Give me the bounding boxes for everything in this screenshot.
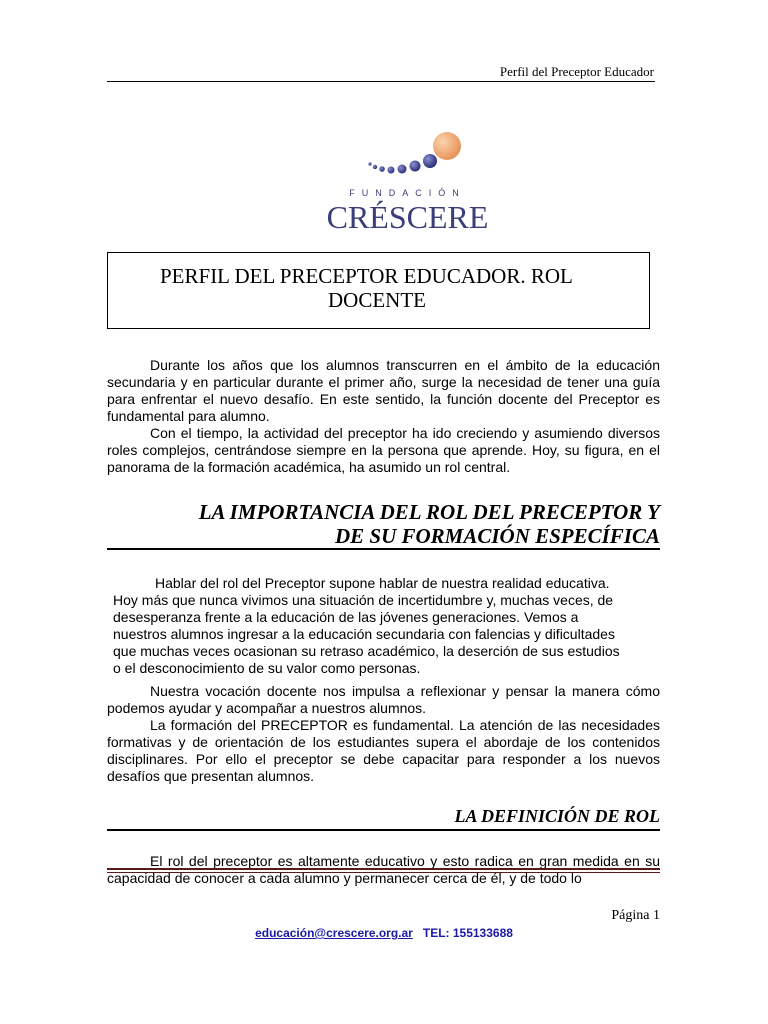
page-title-line1: PERFIL DEL PRECEPTOR EDUCADOR. ROL	[160, 264, 573, 288]
logo-name-text: CRÉSCERE	[326, 199, 489, 235]
page-title-line2: DOCENTE	[328, 288, 426, 312]
logo-dots-icon	[315, 128, 500, 188]
page-number: Página 1	[611, 908, 660, 923]
text-line: Hoy más que nunca vivimos una situación de incertidumbre y, muchas veces, de	[113, 592, 614, 608]
footer-rule	[107, 868, 660, 870]
text-line: desesperanza frente a la educación de las jóvenes generaciones. Vemos a	[113, 609, 579, 625]
section1-intro-lines	[113, 575, 661, 677]
section-rule	[107, 829, 660, 831]
email-link[interactable]: educación@crescere.org.ar	[255, 926, 413, 940]
text-line: o el desconocimiento de su valor como personas.	[113, 660, 421, 676]
text-line: que muchas veces ocasionan su retraso académico, la deserción de sus estudios	[113, 643, 620, 659]
section-heading-definicion: LA DEFINICIÓN DE ROL	[454, 806, 660, 826]
section-rule	[107, 548, 660, 550]
logo-foundation-text: FUNDACIÓN	[349, 188, 466, 198]
text-line: Hablar del rol del Preceptor supone hablar de nuestra realidad educativa.	[155, 575, 610, 591]
footer-contact	[0, 926, 768, 940]
section-heading-importancia: LA IMPORTANCIA DEL ROL DEL PRECEPTOR Y DE SU FORMACIÓN ESPECÍFICA	[198, 500, 660, 548]
crescere-logo	[315, 128, 500, 233]
running-header: Perfil del Preceptor Educador	[499, 64, 654, 79]
section1-text	[107, 683, 660, 785]
section2-text	[107, 853, 660, 887]
intro-text	[107, 357, 660, 476]
intro-paragraph-1: Durante los años que los alumnos transcurren en el ámbito de la educación secundaria y en particular durante el primer año, surge la necesidad de tener una guía para enfrentar el nuevo desafío. En este sentido, la función docente del Preceptor es fundamental para alumno.	[107, 357, 660, 424]
title-box	[107, 252, 650, 329]
phone-text: TEL: 155133688	[422, 926, 513, 940]
intro-paragraph-2: Con el tiempo, la actividad del preceptor ha ido creciendo y asumiendo diversos roles complejos, centrándose siempre en la persona que aprende. Hoy, su figura, en el panorama de la formación académica, ha asumido un rol central.	[107, 425, 660, 475]
section1-paragraph-2: Nuestra vocación docente nos impulsa a reflexionar y pensar la manera cómo podemos ayudar y acompañar a nuestros alumnos.	[107, 683, 660, 716]
text-line: nuestros alumnos ingresar a la educación secundaria con falencias y dificultades	[113, 626, 615, 642]
section1-paragraph-3: La formación del PRECEPTOR es fundamental. La atención de las necesidades formativas y de orientación de los estudiantes supera el abordaje de los contenidos disciplinares. Por ello el preceptor se debe capacitar para responder a los nuevos desafíos que presentan alumnos.	[107, 717, 660, 784]
section2-paragraph-1: El rol del preceptor es altamente educativo y esto radica en gran medida en su capacidad de conocer a cada alumno y permanecer cerca de él, y de todo lo	[107, 853, 660, 886]
header-rule	[107, 81, 655, 82]
footer-rule-thin	[107, 872, 660, 873]
